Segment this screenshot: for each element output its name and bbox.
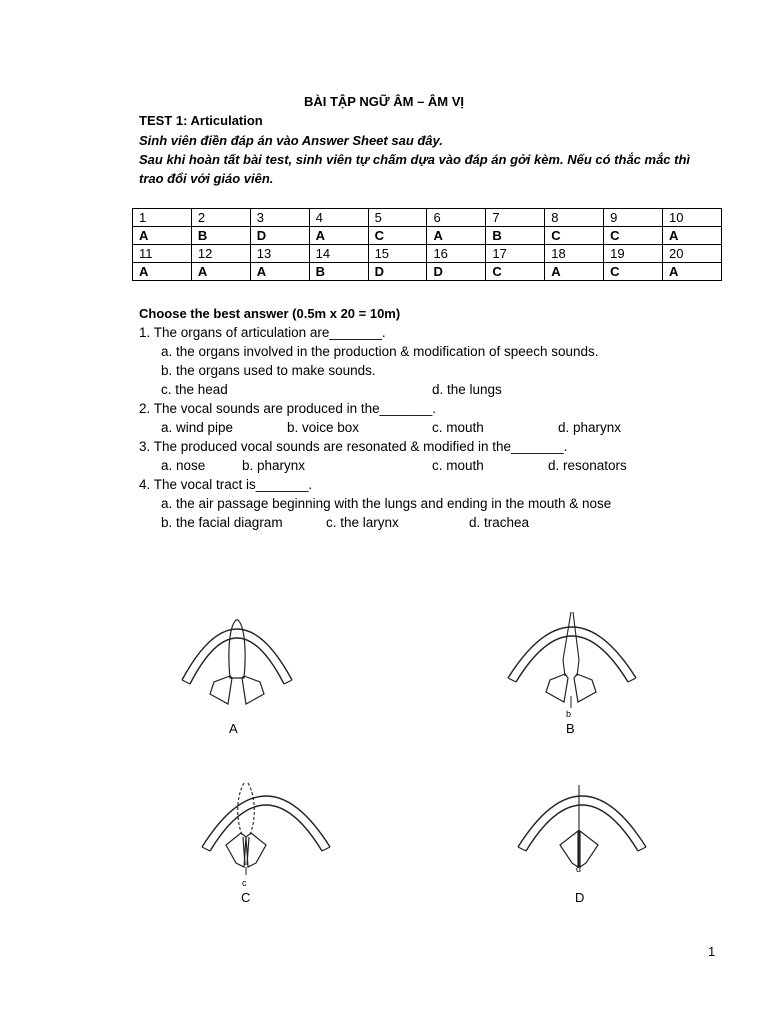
table-row [133,263,722,281]
question-1-option-a: a. the organs involved in the production & modification of speech sounds. [161,344,599,359]
table-row [133,227,722,245]
question-3-option-b: b. pharynx [242,458,306,473]
question-2-option-c: c. mouth [432,420,484,435]
glottis-diagram-c [196,767,336,887]
page-number: 1 [708,944,716,959]
glottis-diagram-d [512,767,652,887]
table-cell: 20 [663,245,722,263]
table-cell: 7 [486,209,545,227]
instruction-line-3: trao đổi với giáo viên. [139,171,274,186]
question-3-option-a: a. nose [161,458,206,473]
table-cell: 11 [133,245,192,263]
glottis-diagram-b [502,598,642,722]
question-2-option-b: b. voice box [287,420,360,435]
table-cell: 2 [191,209,250,227]
table-cell: A [133,227,192,245]
question-2-option-a: a. wind pipe [161,420,234,435]
question-4-option-a: a. the air passage beginning with the lungs and ending in the mouth & nose [161,496,612,511]
instruction-line-2: Sau khi hoàn tất bài test, sinh viên tự chấm dựa vào đáp án gởi kèm. Nếu có thắc mắc thì [139,152,691,167]
glottis-diagram-a [172,598,302,716]
table-cell: A [309,227,368,245]
question-4-option-d: d. trachea [469,515,530,530]
table-cell: 12 [191,245,250,263]
table-cell: A [427,227,486,245]
table-cell: B [486,227,545,245]
question-4-option-b: b. the facial diagram [161,515,283,530]
table-cell: 19 [604,245,663,263]
table-cell: A [545,263,604,281]
table-cell: 10 [663,209,722,227]
instruction-line-1: Sinh viên điền đáp án vào Answer Sheet sau đây. [139,133,443,148]
table-cell: 13 [250,245,309,263]
table-cell: 1 [133,209,192,227]
table-cell: D [368,263,427,281]
table-cell: C [486,263,545,281]
diagram-c-inner-label: c [242,878,247,888]
test-heading: TEST 1: Articulation [139,113,263,128]
table-cell: D [427,263,486,281]
question-2-option-d: d. pharynx [558,420,622,435]
table-cell: 3 [250,209,309,227]
section-heading: Choose the best answer (0.5m x 20 = 10m) [139,306,401,321]
table-cell: 6 [427,209,486,227]
table-cell: D [250,227,309,245]
question-1-option-d: d. the lungs [432,382,502,397]
diagram-c-label: C [241,890,251,905]
table-cell: 4 [309,209,368,227]
table-cell: 8 [545,209,604,227]
question-1-option-c: c. the head [161,382,228,397]
question-1-option-b: b. the organs used to make sounds. [161,363,376,378]
question-3-stem: 3. The produced vocal sounds are resonated & modified in the_______. [139,439,568,454]
table-cell: C [368,227,427,245]
diagram-d-label: D [575,890,585,905]
table-cell: 5 [368,209,427,227]
question-4-option-c: c. the larynx [326,515,399,530]
answer-sheet-table [132,208,722,281]
table-cell: C [545,227,604,245]
question-3-option-d: d. resonators [548,458,627,473]
table-cell: 17 [486,245,545,263]
question-1-stem: 1. The organs of articulation are_______. [139,325,386,340]
diagram-d-inner-label: d [576,864,582,874]
question-4-stem: 4. The vocal tract is_______. [139,477,313,492]
table-cell: A [663,227,722,245]
table-cell: 14 [309,245,368,263]
table-cell: A [133,263,192,281]
question-2-stem: 2. The vocal sounds are produced in the_______. [139,401,436,416]
table-cell: 16 [427,245,486,263]
table-cell: A [663,263,722,281]
table-cell: C [604,263,663,281]
table-row [133,245,722,263]
question-3-option-c: c. mouth [432,458,484,473]
document-title: BÀI TẬP NGỮ ÂM – ÂM VỊ [303,94,465,109]
diagram-b-label: B [566,721,575,736]
table-cell: 18 [545,245,604,263]
table-cell: A [191,263,250,281]
table-cell: A [250,263,309,281]
diagram-b-inner-label: b [566,709,572,719]
table-cell: B [191,227,250,245]
table-cell: C [604,227,663,245]
table-cell: 15 [368,245,427,263]
table-cell: B [309,263,368,281]
table-row [133,209,722,227]
table-cell: 9 [604,209,663,227]
diagram-a-label: A [229,721,238,736]
